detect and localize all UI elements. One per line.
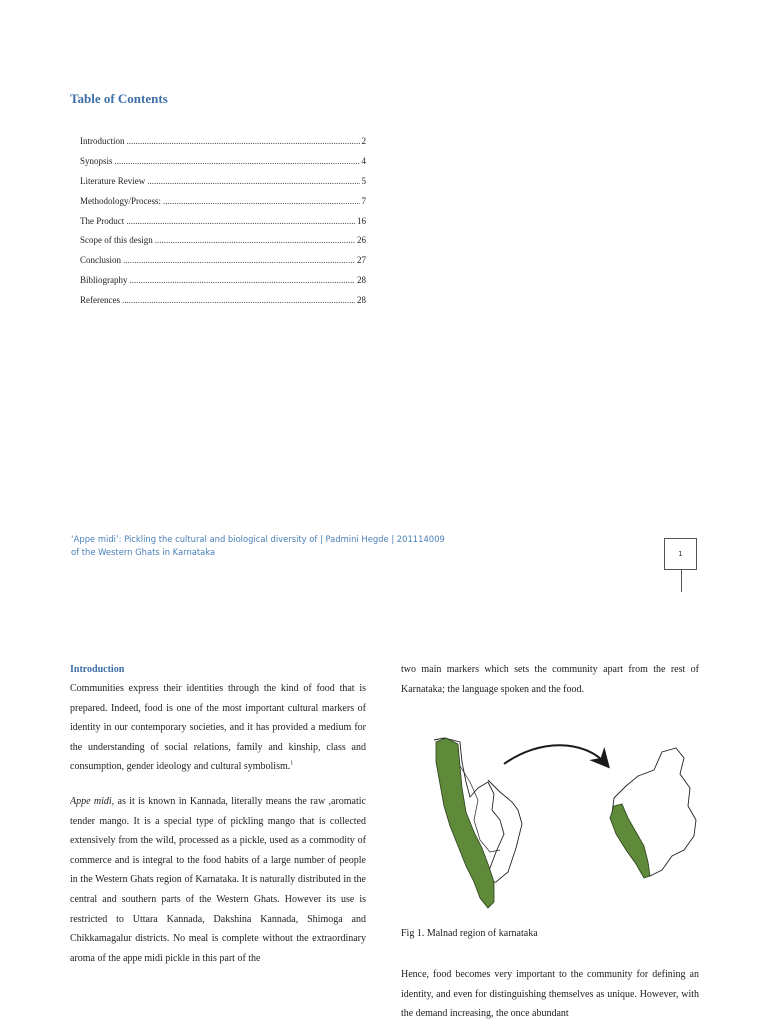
toc-entry-page: 28	[357, 295, 366, 306]
toc-leader-dots	[130, 275, 356, 285]
toc-entry-page: 16	[357, 215, 366, 226]
footer-title-line: ‘Appe midi’: Pickling the cultural and biological diversity of | Padmini Hegde | 201114009	[71, 534, 445, 544]
toc-leader-dots	[155, 235, 355, 245]
toc-entry-literature-review[interactable]	[80, 176, 366, 196]
toc-entry-page: 28	[357, 275, 366, 286]
toc-entry-page: 26	[357, 235, 366, 246]
toc-entry-label: Conclusion	[80, 255, 122, 266]
intro-left-column	[70, 660, 366, 1024]
footnote-marker[interactable]: 1	[290, 761, 294, 768]
toc-entry-page: 27	[357, 255, 366, 266]
toc-leader-dots	[123, 255, 355, 265]
toc-entry-page: 2	[361, 136, 366, 146]
page-number-tick	[681, 570, 682, 592]
toc-leader-dots	[126, 216, 355, 226]
figure-caption: Fig 1. Malnad region of karnataka	[401, 928, 538, 939]
karnataka-malnad-green	[610, 804, 650, 878]
intro-paragraph-2	[70, 792, 366, 968]
toc-leader-dots	[122, 295, 355, 305]
toc-entry-label: References	[80, 295, 120, 306]
map-region-west-green	[436, 738, 494, 908]
toc-title: Table of Contents	[70, 91, 168, 106]
footer-subtitle-line: of the Western Ghats in Karnataka	[71, 547, 216, 557]
toc-entry-introduction[interactable]	[80, 136, 366, 156]
right-column-paragraph: two main markers which sets the community apart from the rest of Karnataka; the language spoken and the food.	[401, 664, 699, 695]
toc-leader-dots	[127, 136, 360, 146]
toc-entry-methodology[interactable]	[80, 196, 366, 216]
page-footer	[71, 533, 491, 559]
toc-list	[80, 136, 366, 315]
toc-entry-synopsis[interactable]	[80, 156, 366, 176]
toc-entry-the-product[interactable]	[80, 216, 366, 236]
toc-entry-label: Scope of this design	[80, 235, 153, 246]
toc-entry-scope[interactable]	[80, 235, 366, 255]
toc-leader-dots	[115, 156, 360, 166]
toc-entry-page: 5	[361, 175, 366, 186]
toc-leader-dots	[147, 176, 359, 186]
toc-entry-label: Bibliography	[80, 275, 128, 286]
toc-entry-page: 7	[361, 195, 366, 206]
toc-entry-label: The Product	[80, 215, 125, 226]
malnad-region-map	[400, 722, 700, 914]
arrow-icon	[504, 745, 606, 764]
toc-entry-label: Methodology/Process:	[80, 195, 161, 206]
page-number-box	[664, 538, 697, 570]
intro-paragraph-2-text: as it is known in Kannada, literally means the raw ,aromatic tender mango. It is a special type of pickling mango that is collected extensively from the wild, processed as a pickle, used as a commodity of commerce and is integral to the food habits of a large number of people in the Western Ghats region of Karnataka. It is naturally distributed in the central and southern parts of the Western Ghats. However its use is restricted to Uttara Kannada, Dakshina Kannada, Shimoga and Chikkamagalur districts. No meal is complete without the extraordinary aroma of the appe midi pickle in this part of the	[70, 795, 366, 964]
toc-entry-label: Introduction	[80, 136, 125, 146]
appe-midi-term: Appe midi,	[70, 795, 115, 807]
toc-entry-label: Literature Review	[80, 175, 146, 186]
page-number: 1	[678, 550, 683, 558]
intro-paragraph-1-text: Communities express their identities through the kind of food that is prepared. Indeed, food is one of the most important cultural markers of identity in our contemporary societies, and it has provided a medium for the understanding of social relations, family and kinship, class and consumption, gender ideology and cultural symbolism.	[70, 683, 366, 773]
toc-entry-references[interactable]	[80, 295, 366, 315]
right-column-paragraph-2: Hence, food becomes very important to the community for defining an identity, and even for distinguishing themselves as unique. However, with the demand increasing, the once abundant	[401, 969, 699, 1020]
toc-leader-dots	[163, 196, 360, 206]
intro-right-column-bottom	[401, 965, 699, 1024]
toc-entry-label: Synopsis	[80, 155, 113, 166]
section-heading-introduction: Introduction	[70, 664, 125, 675]
toc-entry-bibliography[interactable]	[80, 275, 366, 295]
toc-entry-page: 4	[361, 155, 366, 166]
toc-entry-conclusion[interactable]	[80, 255, 366, 275]
intro-paragraph-1	[70, 679, 366, 777]
intro-right-column-top	[401, 660, 699, 699]
